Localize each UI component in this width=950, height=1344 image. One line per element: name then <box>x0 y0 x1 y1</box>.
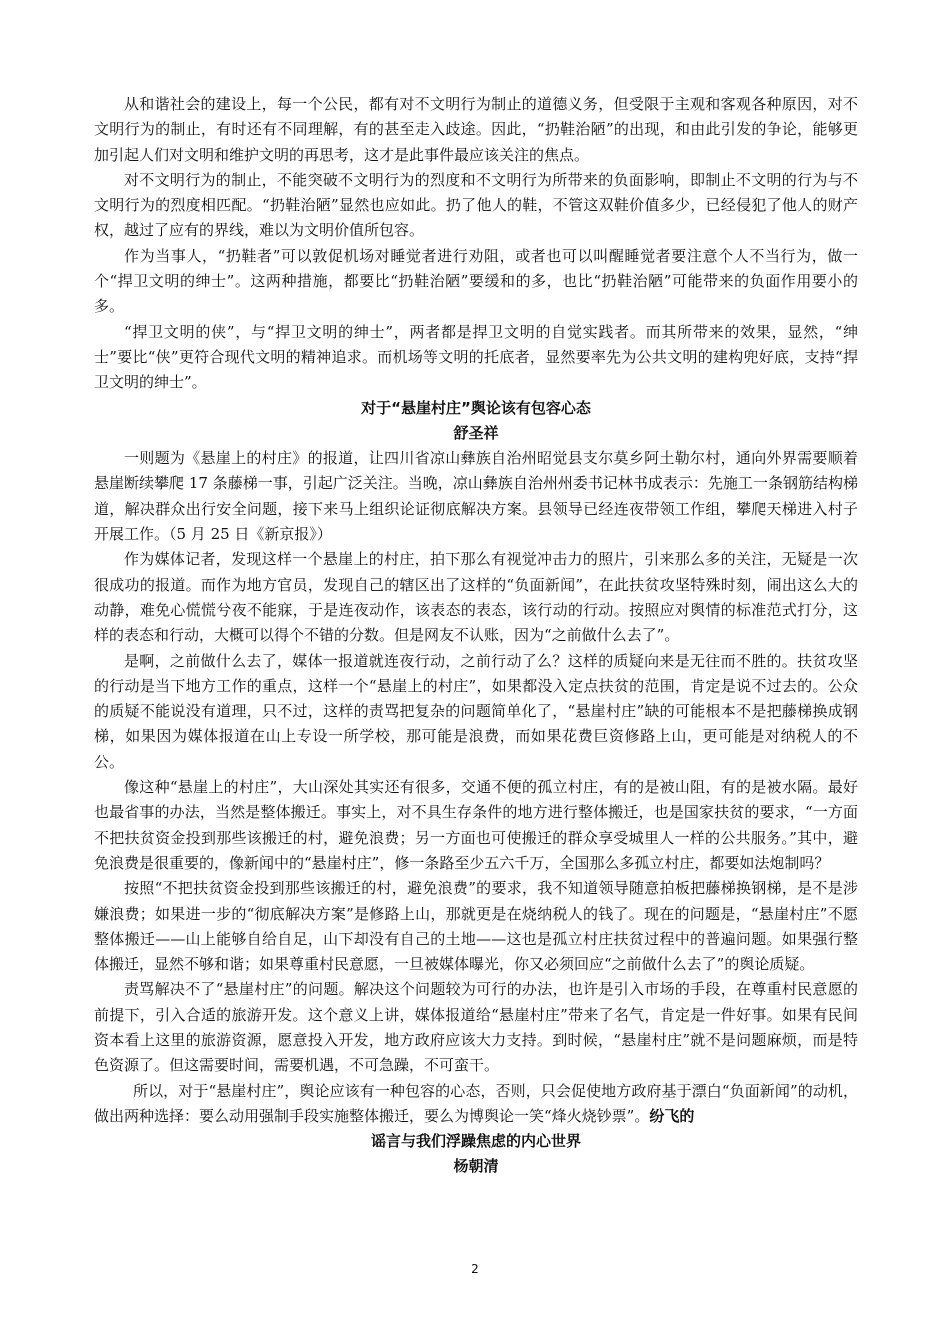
paragraph: 一则题为《悬崖上的村庄》的报道，让四川省凉山彝族自治州昭觉县支尔莫乡阿土勒尔村，通向外界需要顺着悬崖断续攀爬 17 条藤梯一事，引起广泛关注。当晚，凉山彝族自治州州委书记林书成表示：先施工一条钢筋结构梯道，解决群众出行安全问题，接下来马上组织论证彻底解决方案。县领导已经连夜带领工作组，攀爬天梯进入村子开展工作。（5 月 25 日《新京报》） <box>94 449 858 544</box>
paragraph-text: 所以，对于“悬崖村庄”，舆论应该有一种包容的心态，否则，只会促使地方政府基于漂白“负面新闻”的动机，做出两种选择：要么动用强制手段实施整体搬迁，要么为博舆论一笑“烽火烧钞票”。 <box>94 1081 858 1125</box>
paragraph-with-inline-title <box>94 1079 858 1130</box>
paragraph: 责骂解决不了“悬崖村庄”的问题。解决这个问题较为可行的办法，也许是引入市场的手段，在尊重村民意愿的前提下，引入合适的旅游开发。这个意义上讲，媒体报道给“悬崖村庄”带来了名气，肯定是一件好事。如果有民间资本看上这里的旅游资源，愿意投入开发，地方政府应该大力支持。到时候，“悬崖村庄”就不是问题麻烦，而是特色资源了。但这需要时间，需要机遇，不可急躁，不可蛮干。 <box>94 980 858 1075</box>
paragraph: “捍卫文明的侠”，与“捍卫文明的绅士”，两者都是捍卫文明的自觉实践者。而其所带来的效果，显然，“绅士”要比“侠”更符合现代文明的精神追求。而机场等文明的托底者，显然要率先为公共文明的建构兜好底，支持“捍卫文明的绅士”。 <box>94 322 858 392</box>
paragraph: 像这种“悬崖上的村庄”，大山深处其实还有很多，交通不便的孤立村庄，有的是被山阻，有的是被水隔。最好也最省事的办法，当然是整体搬迁。事实上，对不具生存条件的地方进行整体搬迁，也是国家扶贫的要求，“一方面不把扶贫资金投到那些该搬迁的村，避免浪费；另一方面也可使搬迁的群众享受城里人一样的公共服务。”其中，避免浪费是很重要的，像新闻中的“悬崖村庄”，修一条路至少五六千万，全国那么多孤立村庄，都要如法炮制吗？ <box>94 778 858 872</box>
paragraph: 按照“不把扶贫资金投到那些该搬迁的村，避免浪费”的要求，我不知道领导随意拍板把藤梯换钢梯，是不是涉嫌浪费；如果进一步的“彻底解决方案”是修路上山，那就更是在烧纳税人的钱了。现在的问题是，“悬崖村庄”不愿整体搬迁——山上能够自给自足，山下却没有自己的土地——这也是孤立村庄扶贫过程中的普遍问题。如果强行整体搬迁，显然不够和谐；如果尊重村民意愿，一旦被媒体曝光，你又必须回应“之前做什么去了”的舆论质疑。 <box>94 879 858 974</box>
article-author: 舒圣祥 <box>453 423 499 442</box>
paragraph: 是啊，之前做什么去了，媒体一报道就连夜行动，之前行动了么？这样的质疑向来是无往而不胜的。扶贫攻坚的行动是当下地方工作的重点，这样一个“悬崖上的村庄”，如果都没入定点扶贫的范围，肯定是说不过去的。公众的质疑不能说没有道理，只不过，这样的责骂把复杂的问题简单化了，“悬崖村庄”缺的可能根本不是把藤梯换成钢梯，如果因为媒体报道在山上专设一所学校，那可能是浪费，而如果花费巨资修路上山，更可能是对纳税人的不公。 <box>94 651 858 771</box>
next-article-title-start: 纷飞的 <box>649 1106 695 1125</box>
article-title: 谣言与我们浮躁焦虑的内心世界 <box>370 1132 581 1151</box>
paragraph: 作为媒体记者，发现这样一个悬崖上的村庄，拍下那么有视觉冲击力的照片，引来那么多的关注，无疑是一次很成功的报道。而作为地方官员，发现自己的辖区出了这样的“负面新闻”，在此扶贫攻坚特殊时刻，闹出这么大的动静，难免心慌慌兮夜不能寐，于是连夜动作，该表态的表态，该行动的行动。按照应对舆情的标准范式打分，这样的表态和行动，大概可以得个不错的分数。但是网友不认账，因为“之前做什么去了”。 <box>94 550 858 645</box>
document-body <box>94 92 858 1180</box>
article-author: 杨朝清 <box>453 1157 499 1176</box>
paragraph: 从和谐社会的建设上，每一个公民，都有对不文明行为制止的道德义务，但受限于主观和客观各种原因，对不文明行为的制止，有时还有不同理解，有的甚至走入歧途。因此，“扔鞋治陋”的出现，和由此引发的争论，能够更加引起人们对文明和维护文明的再思考，这才是此事件最应该关注的焦点。 <box>94 95 858 164</box>
article-title: 对于“悬崖村庄”舆论该有包容心态 <box>361 398 591 417</box>
paragraph: 对不文明行为的制止，不能突破不文明行为的烈度和不文明行为所带来的负面影响，即制止不文明的行为与不文明行为的烈度相匹配。“扔鞋治陋”显然也应如此。扔了他人的鞋，不管这双鞋价值多少，已经侵犯了他人的财产权，越过了应有的界线，难以为文明价值所包容。 <box>94 170 858 240</box>
page-number: 2 <box>471 1262 479 1276</box>
paragraph: 作为当事人，“扔鞋者”可以敦促机场对睡觉者进行劝阻，或者也可以叫醒睡觉者要注意个人不当行为，做一个“捍卫文明的绅士”。这两种措施，都要比“扔鞋治陋”要缓和的多，也比“扔鞋治陋”可能带来的负面作用要小的多。 <box>94 246 858 316</box>
